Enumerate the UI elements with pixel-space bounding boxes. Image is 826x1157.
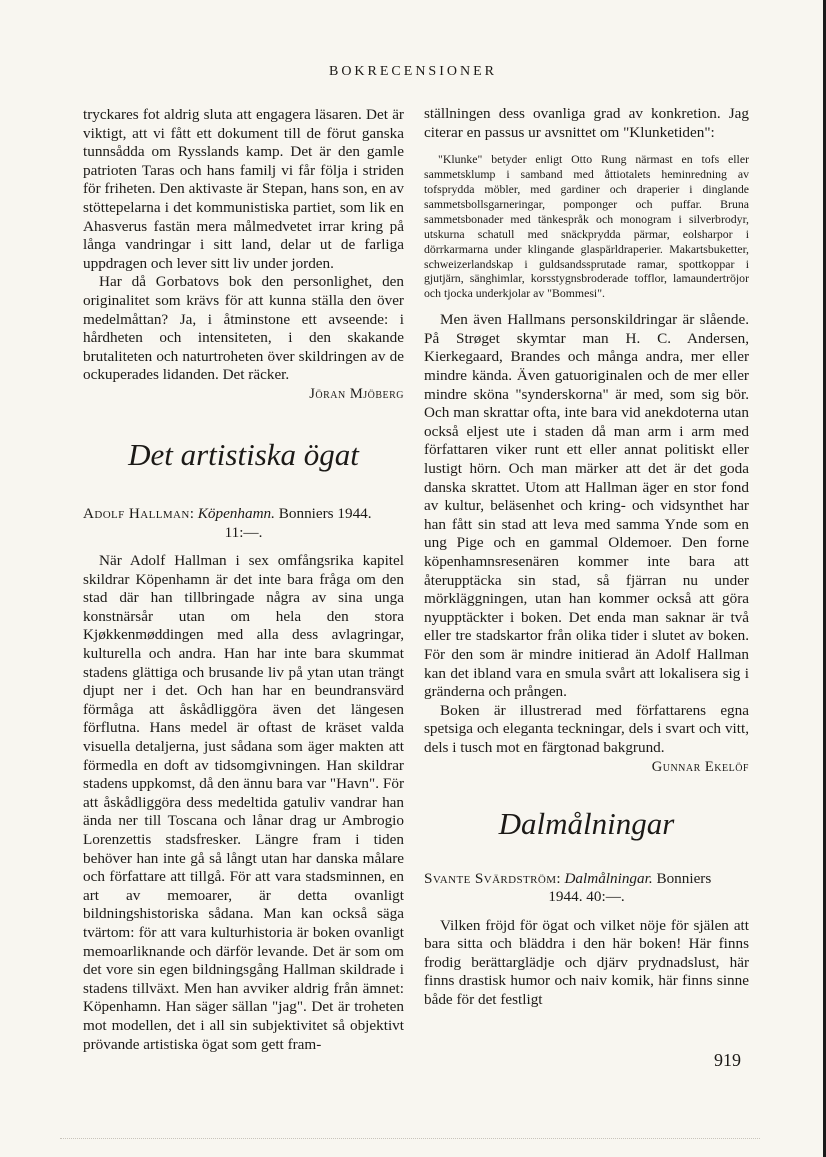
book-citation: Svante Svärdström: Dalmålningar. Bonniers xyxy=(424,869,712,887)
paragraph: När Adolf Hallman i sex omfångsrika kapitel skildrar Köpenhamn är det inte bara fråga om den stad där han tillbringade några av sina unga konstnärsår utan om hela den stora Kjøkkenmøddingen med alla dess avlagringar, kulturella och andra. Han har inte bara skummat stadens glättiga och brusande liv på ytan utan trängt djupt ner i det. Och han har en beundransvärd förmåga att åskådliggöra även det längesen förflutna. Hans medel är oftast de kräset valda visuella detaljerna, just sådana som äger makten att förmedla en doft av tidsomgivningen. Han skildrar stadens uppkomst, då den ännu bara var "Havn". För att åskådliggöra dess medeltida gatuliv vandrar han ända ner till Toscana och lånar drag ur Ambrogio Lorenzettis stadsfresker. Längre fram i tiden behöver han inte gå så långt utan har danska målare och författare att tillgå. För att vara stadsminnen, en art av memoarer, är detta ovanligt bildningshistoriska sådana. Man kan också säga tvärtom: för att vara kulturhistoria är boken ovanligt memoarliknande och därför levande. Det är som om det vore sin egen bildningsgång Hallman skildrade i stadens tillväxt. Men han avviker aldrig från ämnet: Köpenhamn. Han säger sällan "jag". Det är troheten mot modellen, det i all sin subjektivitet så objektivt prövande artistiska ögat som gett fram- xyxy=(83,552,404,1053)
block-quote: "Klunke" betyder enligt Otto Rung närmast en tofs eller sammetsklump i samband med åttiotalets heminredning av tofsprydda möbler, med gardiner och draperier i dinglande sammetsbollsgarneringar, pomponger och puffar. Bruna sammetsbonader med tänkespråk och monogram i silverbrodyr, utskurna schatull med snäckprydda pärmar, eolsharpor i dörrkarmarna under klingande glaspärldraperier. Makartsbuketter, schweizerlandskap i guldsandssprutade ramar, spottkoppar i gjutjärn, sänghimlar, korsstygnsbroderade tofflor, lamaundertröjor och tjocka underkjolar av "Bommesi". xyxy=(424,152,749,301)
section-title: Det artistiska ögat xyxy=(128,436,359,472)
review-signature: Jöran Mjöberg xyxy=(309,385,404,402)
page-number: 919 xyxy=(714,1050,741,1070)
paragraph: Vilken fröjd för ögat och vilket nöje för själen att bara sitta och bläddra i den här boken! Här finns frodig berättarglädje och djärv prydnadslust, här finns drastisk humor och naiv komik, här finns sinne både för det festligt xyxy=(424,916,749,1009)
scan-artifact-line xyxy=(60,1138,760,1140)
paragraph: Har då Gorbatovs bok den personlighet, den originalitet som krävs för att kunna ställa den över medelmåttan? Ja, i åtminstone ett avseende: i hårdheten och intensiteten, i den skakande brutaliteten och naturtroheten över skildringen av de ockuperades lidanden. Det räcker. xyxy=(83,273,404,384)
citation-title: Dalmålningar. xyxy=(564,869,653,887)
paragraph: ställningen dess ovanliga grad av konkretion. Jag citerar en passus ur avsnittet om "Klunketiden": xyxy=(424,105,749,141)
running-header: BOKRECENSIONER xyxy=(328,64,497,79)
paragraph: Boken är illustrerad med författarens egna spetsiga och eleganta teckningar, dels i svart och vitt, dels i tusch mot en färgtonad bakgrund. xyxy=(424,701,749,756)
citation-price: 1944. 40:—. xyxy=(548,888,625,906)
paragraph: Men även Hallmans personskildringar är slående. På Strøget skymtar man H. C. Andersen, Kierkegaard, Brandes och många andra, mer eller mindre kända. Även gatuoriginalen och de mer eller mindre sköna "synderskorna" är med, som sig bör. Och man skrattar ofta, inte bara vid anekdoterna utan också eljest ute i staden då man arm i arm med författaren viker runt ett eller annat politiskt eller lustigt hörn. Och man märker att det är det goda danska skrattet. Utom att Hallman äger en stor fond av kultur, beläsenhet och kring- och vidsynthet har han fått sin stad att leva med samma Ynde som en ung Pige och en gammal Oldemoer. Den forne köpenhamnsresenären kommer inte bara att återupptäcka sin stad, så fjärran nu under mörkläggningen, utan han kommer också att göra nyupptäckter i boken. Det enda man saknar är två eller tre stadskartor från olika tider i slutet av boken. För den som är mindre initierad än Adolf Hallman kan det ibland vara en smula svårt att lokalisera sig i gränderna och prången. xyxy=(424,311,749,701)
section-title: Dalmålningar xyxy=(498,805,675,841)
citation-price: 11:—. xyxy=(224,523,263,541)
citation-publisher: Bonniers xyxy=(656,869,712,887)
review-signature: Gunnar Ekelöf xyxy=(651,758,749,775)
citation-author: Svante Svärdström xyxy=(424,869,557,887)
right-column xyxy=(424,105,749,1010)
citation-publisher: Bonniers 1944. xyxy=(278,504,372,522)
book-citation: Adolf Hallman: Köpenhamn. Bonniers 1944. xyxy=(83,504,372,522)
paragraph: tryckares fot aldrig sluta att engagera läsaren. Det är viktigt, att vi fått ett dokument till de förut ganska tunnsådda om Rysslands kamp. Det är den gamle patrioten Taras och hans familj vi får följa i striden för friheten. Den aktivaste är Stepan, hans son, en av stöttepelarna i det kommunistiska partiet, som lik en Ahasverus fastän mera målmedvetet irrar kring på långa vandringar i sitt land, delar ut de farliga uppdragen och lever sitt liv under jorden. xyxy=(83,106,404,272)
citation-title: Köpenhamn. xyxy=(197,504,275,522)
citation-author: Adolf Hallman xyxy=(83,504,190,522)
left-column xyxy=(83,106,404,1054)
